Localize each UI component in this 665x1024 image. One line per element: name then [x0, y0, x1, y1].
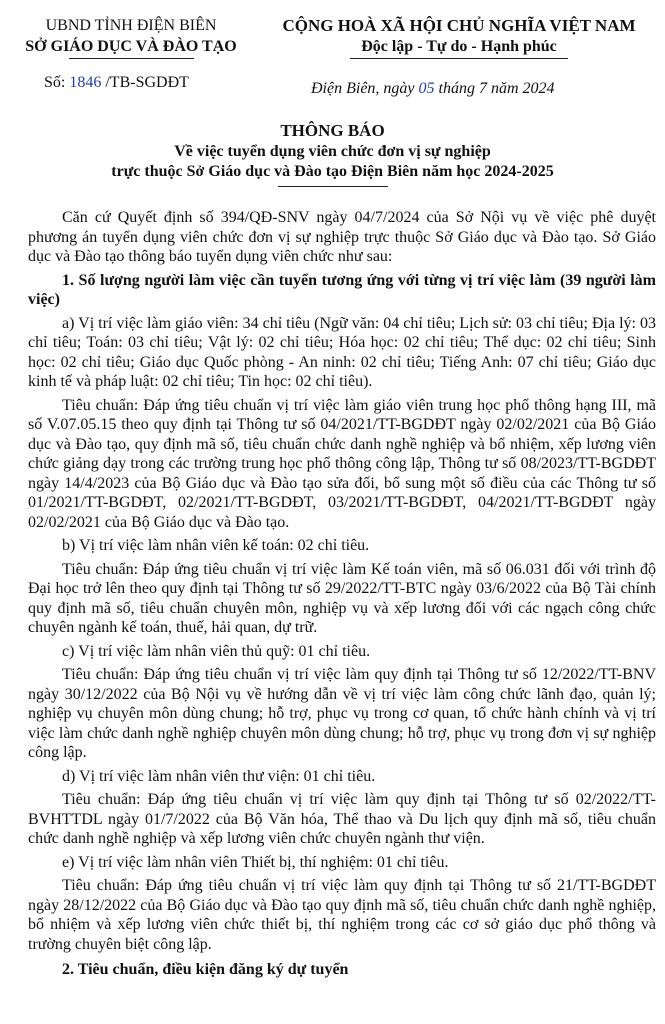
subject-line-2: trực thuộc Sở Giáo dục và Đào tạo Điện Biên năm học 2024-2025	[111, 163, 554, 180]
issuer-block	[0, 16, 262, 59]
item-d-standard: Tiêu chuẩn: Đáp ứng tiêu chuẩn vị trí việc làm quy định tại Thông tư số 02/2022/TT-BVHTTDL ngày 01/7/2022 của Bộ Văn hóa, Thể thao và Du lịch quy định mã số, tiêu chuẩn chức danh nghề nghiệp và xếp lương viên chức chuyên ngành thư viện.	[28, 791, 656, 847]
issue-date	[311, 80, 555, 98]
intro-paragraph: Căn cứ Quyết định số 394/QĐ-SNV ngày 04/7/2024 của Sở Nội vụ về việc phê duyệt phương án tuyển dụng viên chức đơn vị sự nghiệp trực thuộc Sở Giáo dục và Đào tạo. Sở Giáo dục và Đào tạo thông báo tuyển dụng viên chức như sau:	[28, 209, 656, 265]
item-e: e) Vị trí việc làm nhân viên Thiết bị, thí nghiệm: 01 chỉ tiêu.	[62, 853, 449, 871]
motto-underline	[350, 58, 568, 59]
item-a-standard: Tiêu chuẩn: Đáp ứng tiêu chuẩn vị trí việc làm giáo viên trung học phổ thông hạng III, mã số V.07.05.15 theo quy định tại Thông tư số 04/2021/TT-BGDĐT ngày 02/02/2021 của Bộ Giáo dục và Đào tạo, quy định mã số, tiêu chuẩn chức danh nghề nghiệp và bổ nhiệm, xếp lương viên chức giảng dạy trong các trường trung học phổ thông công lập, Thông tư số 08/2023/TT-BGDĐT ngày 14/4/2023 của Bộ Giáo dục và Đào tạo sửa đổi, bổ sung một số điều của các Thông tư số 01/2021/TT-BGDĐT, 02/2021/TT-BGDĐT, 03/2021/TT-BGDĐT, 04/2021/TT-BGDĐT ngày 02/02/2021 của Bộ Giáo dục và Đào tạo.	[28, 396, 656, 531]
issuer-underline	[69, 58, 194, 59]
date-prefix: Điện Biên, ngày	[311, 80, 419, 97]
item-b-standard: Tiêu chuẩn: Đáp ứng tiêu chuẩn vị trí việc làm Kế toán viên, mã số 06.031 đối với trình độ Đại học trở lên theo quy định tại Thông tư số 29/2022/TT-BTC ngày 03/6/2022 của Bộ Tài chính quy định mã số, tiêu chuẩn chuyên môn, nghiệp vụ và xếp lương đối với các ngạch công chức chuyên ngành kế toán, thuế, hải quan, dự trữ.	[28, 560, 656, 636]
item-a: a) Vị trí việc làm giáo viên: 34 chỉ tiêu (Ngữ văn: 04 chỉ tiêu; Lịch sử: 03 chỉ tiêu; Địa lý: 03 chỉ tiêu; Toán: 03 chỉ tiêu; Vật lý: 02 chỉ tiêu; Hóa học: 02 chỉ tiêu; Thể dục: 02 chỉ tiêu; Sinh học: 02 chỉ tiêu; Giáo dục Quốc phòng - An ninh: 02 chỉ tiêu; Tiếng Anh: 07 chỉ tiêu; Giáo dục kinh tế và pháp luật: 02 chỉ tiêu; Tin học: 02 chỉ tiêu).	[28, 314, 656, 390]
date-day: 05	[418, 80, 435, 97]
document-number-value: 1846	[69, 74, 102, 91]
department-name: SỞ GIÁO DỤC VÀ ĐÀO TẠO	[25, 38, 237, 55]
document-title	[0, 120, 665, 187]
item-c: c) Vị trí việc làm nhân viên thủ quỹ: 01 chỉ tiêu.	[62, 642, 371, 660]
document-number	[44, 74, 189, 92]
agency-name: UBND TỈNH ĐIỆN BIÊN	[45, 17, 217, 34]
title-underline	[278, 186, 388, 187]
national-motto: Độc lập - Tự do - Hạnh phúc	[361, 38, 557, 55]
item-c-standard: Tiêu chuẩn: Đáp ứng tiêu chuẩn vị trí việc làm quy định tại Thông tư số 12/2022/TT-BNV ngày 30/12/2022 của Bộ Nội vụ về hướng dẫn về vị trí việc làm công chức lãnh đạo, quản lý; nghiệp vụ chuyên môn dùng chung; hỗ trợ, phục vụ trong cơ quan, tổ chức hành chính và vị trí việc làm chức danh nghề nghiệp chuyên môn dùng chung; hỗ trợ, phục vụ trong đơn vị sự nghiệp công lập.	[28, 666, 656, 761]
section-1-heading: 1. Số lượng người làm việc cần tuyển tương ứng với từng vị trí việc làm (39 người làm việc)	[28, 271, 656, 308]
document-number-suffix: /TB-SGDĐT	[101, 74, 189, 91]
item-e-standard: Tiêu chuẩn: Đáp ứng tiêu chuẩn vị trí việc làm quy định tại Thông tư số 21/TT-BGDĐT ngày 28/12/2022 của Bộ Giáo dục và Đào tạo quy định mã số, tiêu chuẩn chức danh nghề nghiệp, bổ nhiệm và xếp lương viên chức thiết bị, thí nghiệm trong các cơ sở giáo dục phổ thông và trường chuyên biệt công lập.	[28, 877, 656, 953]
document-number-prefix: Số:	[44, 74, 70, 91]
subject-line-1: Về việc tuyển dụng viên chức đơn vị sự nghiệp	[174, 143, 491, 160]
document-body	[28, 208, 656, 984]
national-header	[258, 16, 660, 59]
doc-type: THÔNG BÁO	[280, 121, 385, 140]
item-b: b) Vị trí việc làm nhân viên kế toán: 02 chỉ tiêu.	[62, 537, 370, 554]
item-d: d) Vị trí việc làm nhân viên thư viện: 01 chỉ tiêu.	[62, 767, 376, 785]
date-suffix: tháng 7 năm 2024	[434, 80, 555, 97]
section-2-heading: 2. Tiêu chuẩn, điều kiện đăng ký dự tuyển	[62, 961, 349, 978]
nation-name: CỘNG HOÀ XÃ HỘI CHỦ NGHĨA VIỆT NAM	[282, 16, 636, 35]
